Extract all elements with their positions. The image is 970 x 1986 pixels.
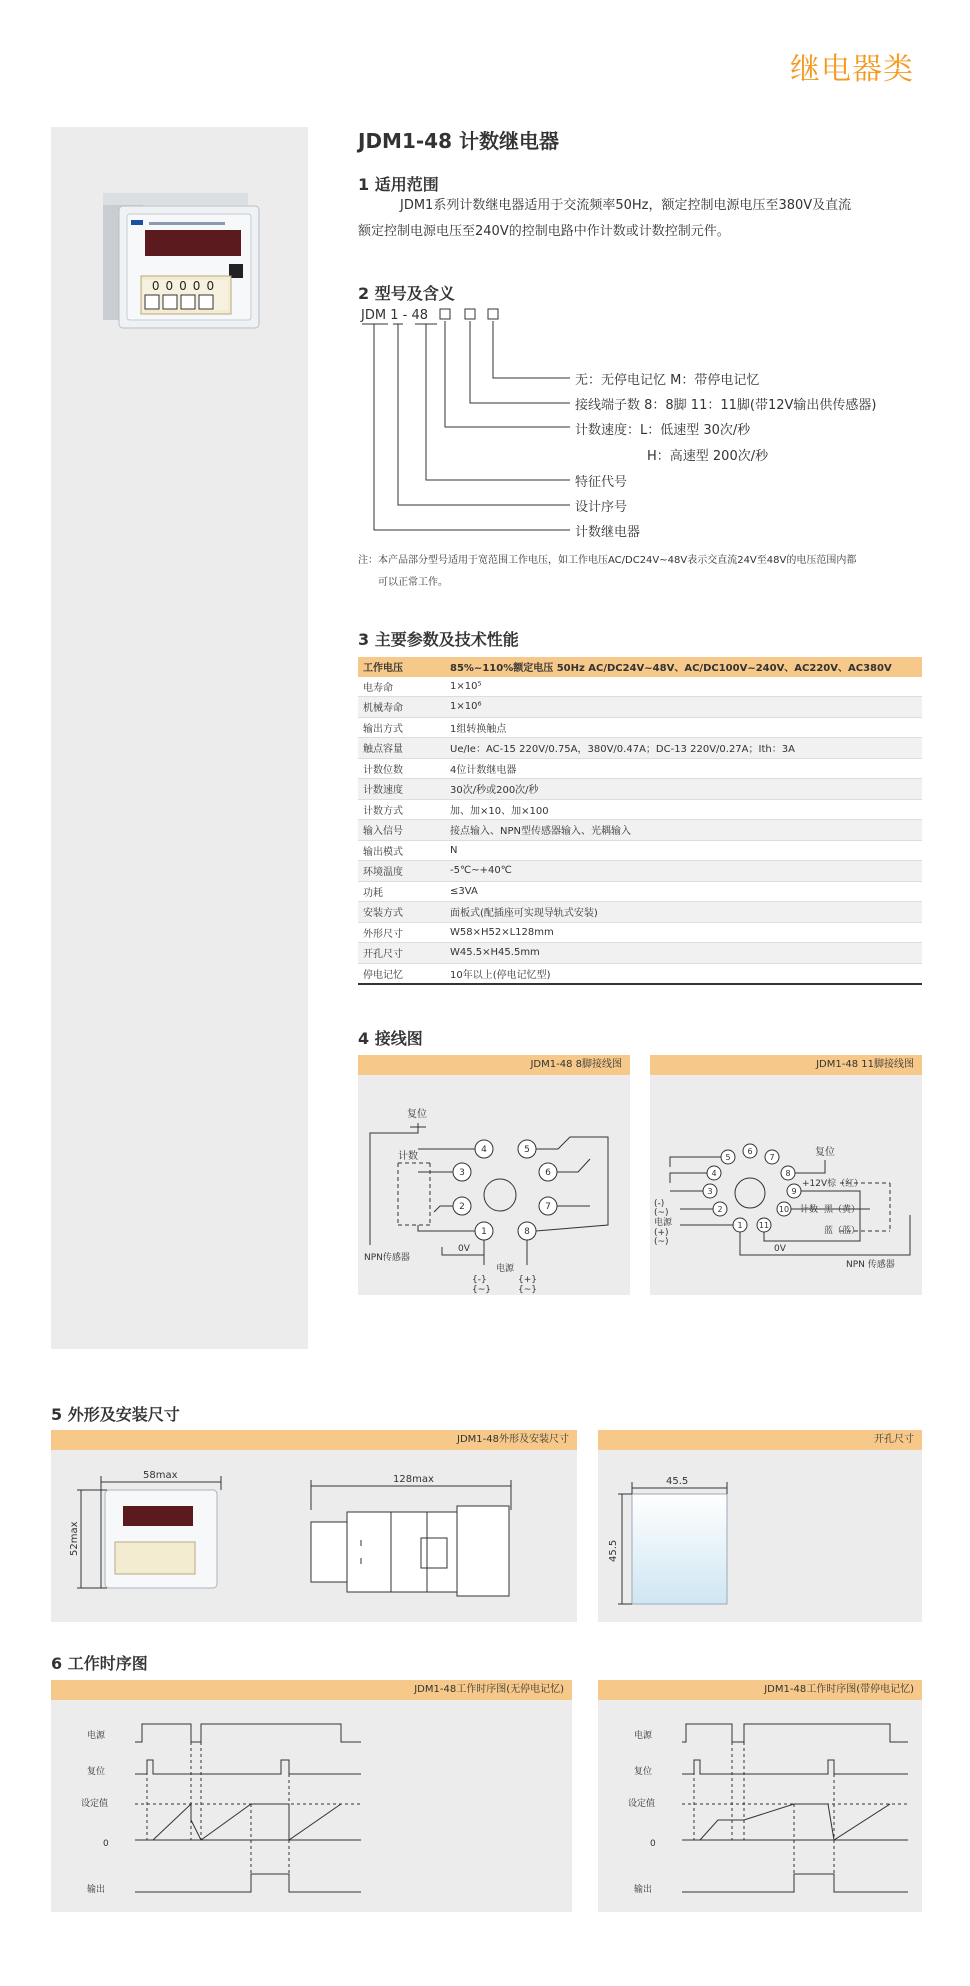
param-value: 4位计数继电器 [445, 758, 922, 779]
timing-memory-title: JDM1-48工作时序图(带停电记忆) [598, 1680, 922, 1700]
w11-pol3: (+) [654, 1228, 669, 1238]
legend-memory: 无：无停电记忆 M：带停电记忆 [575, 373, 760, 388]
w8-pin-2: 2 [459, 1202, 465, 1212]
w8-pin-7: 7 [545, 1202, 551, 1212]
param-key: 外形尺寸 [358, 922, 445, 943]
param-key: 环境温度 [358, 861, 445, 882]
w11-pin-2: 2 [717, 1205, 723, 1214]
section4-heading: 4 接线图 [358, 1029, 423, 1048]
cutout-drawing [598, 1450, 922, 1622]
dimensions-drawing [51, 1450, 577, 1622]
section2-heading: 2 型号及含义 [358, 284, 455, 303]
w11-pin-5: 5 [725, 1153, 731, 1162]
timing-no-memory-box [51, 1680, 572, 1912]
product-photo [101, 188, 264, 336]
params-row [358, 963, 922, 984]
params-row [358, 861, 922, 882]
w8-pol-right2: {~} [518, 1285, 537, 1295]
w11-pin-4: 4 [711, 1169, 717, 1178]
model-tree-lines [360, 305, 580, 535]
t1-label-power: 电源 [87, 1731, 106, 1741]
category-title: 继电器类 [790, 52, 914, 87]
w11-pol1: (-) [654, 1199, 665, 1209]
cutout-width-label: 45.5 [666, 1476, 689, 1487]
section5-heading: 5 外形及安装尺寸 [51, 1405, 180, 1424]
t1-label-setvalue: 设定值 [81, 1799, 109, 1809]
params-row [358, 943, 922, 964]
wiring-8pin-diagram [358, 1075, 630, 1295]
params-row [358, 799, 922, 820]
wiring-11pin-box [650, 1055, 922, 1295]
t2-label-output: 输出 [634, 1885, 653, 1895]
model-prefix: JDM [361, 308, 387, 323]
timing-memory-chart [598, 1700, 922, 1912]
param-key: 计数位数 [358, 758, 445, 779]
w11-pin-6: 6 [747, 1147, 753, 1156]
w11-pin-8: 8 [785, 1169, 791, 1178]
wiring-8pin-title: JDM1-48 8脚接线图 [358, 1055, 630, 1075]
model-part-dash: - [402, 308, 408, 323]
params-row [358, 922, 922, 943]
legend-relay: 计数继电器 [575, 525, 641, 540]
timing-no-memory-chart [51, 1700, 572, 1912]
w11-npn-label: NPN 传感器 [846, 1260, 895, 1270]
w11-reset-label: 复位 [815, 1147, 835, 1158]
w11-pin-10: 10 [778, 1205, 790, 1214]
t2-label-reset: 复位 [634, 1767, 653, 1777]
param-value: 1×10⁵ [445, 677, 922, 697]
note-line1: 注：本产品部分型号适用于宽范围工作电压，如工作电压AC/DC24V~48V表示交直流24V至48V的电压范围内都 [358, 555, 857, 566]
param-value: 1×10⁶ [445, 697, 922, 718]
param-value: N [445, 840, 922, 861]
section1-heading: 1 适用范围 [358, 175, 439, 194]
param-value: W58×H52×L128mm [445, 922, 922, 943]
w8-pin-1: 1 [481, 1227, 487, 1237]
w8-pin-4: 4 [481, 1145, 487, 1155]
w11-pol4: (~) [654, 1237, 669, 1247]
dim-128-label: 128max [393, 1474, 434, 1485]
product-title: JDM1-48 计数继电器 [358, 129, 559, 153]
w11-12v-label: +12V棕（红） [802, 1179, 864, 1189]
param-key: 触点容量 [358, 738, 445, 759]
w8-pin-3: 3 [459, 1168, 465, 1178]
w11-pin-7: 7 [769, 1153, 775, 1162]
section2-note [358, 550, 938, 594]
param-key: 工作电压 [358, 657, 445, 677]
cutout-box [598, 1430, 922, 1622]
w8-pin-8: 8 [524, 1227, 530, 1237]
w11-pin-11: 11 [758, 1221, 770, 1230]
param-key: 输出方式 [358, 717, 445, 738]
param-value: Ue/Ie：AC-15 220V/0.75A，380V/0.47A；DC-13 220V/0.27A；Ith：3A [445, 738, 922, 759]
t1-label-zero: 0 [103, 1839, 109, 1849]
section1-line1: JDM1系列计数继电器适用于交流频率50Hz，额定控制电源电压至380V及直流 [400, 198, 852, 213]
params-row [358, 697, 922, 718]
param-key: 输出模式 [358, 840, 445, 861]
param-value: 加、加×10、加×100 [445, 799, 922, 820]
param-value: 面板式(配插座可实现导轨式安装) [445, 902, 922, 923]
legend-feature: 特征代号 [575, 475, 628, 490]
params-row [358, 779, 922, 800]
param-key: 停电记忆 [358, 963, 445, 984]
t2-label-power: 电源 [634, 1731, 653, 1741]
param-value: 85%~110%额定电压 50Hz AC/DC24V~48V、AC/DC100V~240V、AC220V、AC380V [445, 657, 922, 677]
dimensions-title: JDM1-48外形及安装尺寸 [51, 1430, 577, 1450]
param-key: 电寿命 [358, 677, 445, 697]
dim-58-label: 58max [143, 1470, 178, 1481]
params-row [358, 758, 922, 779]
param-key: 功耗 [358, 881, 445, 902]
params-row [358, 820, 922, 841]
wiring-11pin-title: JDM1-48 11脚接线图 [650, 1055, 922, 1075]
w8-pol-right: {+} [518, 1275, 537, 1285]
params-row [358, 657, 922, 677]
front-digits: 00000 [151, 279, 221, 293]
wiring-8pin-box [358, 1055, 630, 1295]
w11-pin-1: 1 [737, 1221, 743, 1230]
param-value: -5℃~+40℃ [445, 861, 922, 882]
w11-black-label: 黑（黄） [824, 1205, 861, 1215]
dimensions-box [51, 1430, 577, 1622]
w11-power-label: 电源 [654, 1218, 673, 1228]
w8-power-label: 电源 [496, 1264, 515, 1274]
timing-memory-box [598, 1680, 922, 1912]
param-value: ≤3VA [445, 881, 922, 902]
w8-pol-left2: {~} [472, 1285, 491, 1295]
w8-count-label: 计数 [398, 1151, 418, 1162]
param-value: 1组转换触点 [445, 717, 922, 738]
w11-pol2: (~) [654, 1208, 669, 1218]
note-line2: 可以正常工作。 [378, 577, 448, 588]
t2-label-zero: 0 [650, 1839, 656, 1849]
section1-line2: 额定控制电源电压至240V的控制电路中作计数或计数控制元件。 [358, 224, 730, 239]
section1-text [358, 193, 938, 245]
section6-heading: 6 工作时序图 [51, 1654, 148, 1673]
legend-design: 设计序号 [575, 500, 628, 515]
model-part-1: 1 [390, 308, 399, 323]
params-row [358, 902, 922, 923]
w11-pin-3: 3 [707, 1187, 713, 1196]
t1-label-output: 输出 [87, 1885, 106, 1895]
model-part-48: 48 [411, 308, 429, 323]
dim-52-label: 52max [69, 1521, 80, 1556]
params-table [358, 657, 922, 985]
param-key: 机械寿命 [358, 697, 445, 718]
param-key: 开孔尺寸 [358, 943, 445, 964]
w11-blue-label: 蓝（蓝） [824, 1226, 861, 1236]
t1-label-reset: 复位 [87, 1767, 106, 1777]
t2-label-setvalue: 设定值 [628, 1799, 656, 1809]
timing-no-memory-title: JDM1-48工作时序图(无停电记忆) [51, 1680, 572, 1700]
param-value: 30次/秒或200次/秒 [445, 779, 922, 800]
wiring-11pin-diagram [650, 1075, 922, 1295]
w11-0v-label: 0V [774, 1244, 786, 1254]
legend-pins: 接线端子数 8：8脚 11：11脚(带12V输出供传感器) [575, 398, 877, 413]
param-value: W45.5×H45.5mm [445, 943, 922, 964]
w8-pol-left: {-} [472, 1275, 487, 1285]
params-row [358, 840, 922, 861]
legend-speed-low: 计数速度：L：低速型 30次/秒 [575, 423, 751, 438]
w8-0v-label: 0V [458, 1244, 470, 1254]
w11-count-label: 计数 [800, 1205, 819, 1215]
param-key: 安装方式 [358, 902, 445, 923]
w8-npn-label: NPN传感器 [364, 1253, 410, 1263]
w8-reset-label: 复位 [407, 1109, 427, 1120]
w11-pin-9: 9 [791, 1187, 797, 1196]
legend-speed-high: H：高速型 200次/秒 [647, 449, 769, 464]
w8-pin-5: 5 [524, 1145, 530, 1155]
w8-pin-6: 6 [545, 1168, 551, 1178]
params-row [358, 881, 922, 902]
param-value: 接点输入、NPN型传感器输入、光耦输入 [445, 820, 922, 841]
cutout-height-label: 45.5 [608, 1539, 619, 1562]
params-row [358, 717, 922, 738]
param-key: 输入信号 [358, 820, 445, 841]
params-row [358, 677, 922, 697]
param-key: 计数速度 [358, 779, 445, 800]
param-value: 10年以上(停电记忆型) [445, 963, 922, 984]
params-row [358, 738, 922, 759]
param-key: 计数方式 [358, 799, 445, 820]
cutout-title: 开孔尺寸 [598, 1430, 922, 1450]
section3-heading: 3 主要参数及技术性能 [358, 630, 519, 649]
